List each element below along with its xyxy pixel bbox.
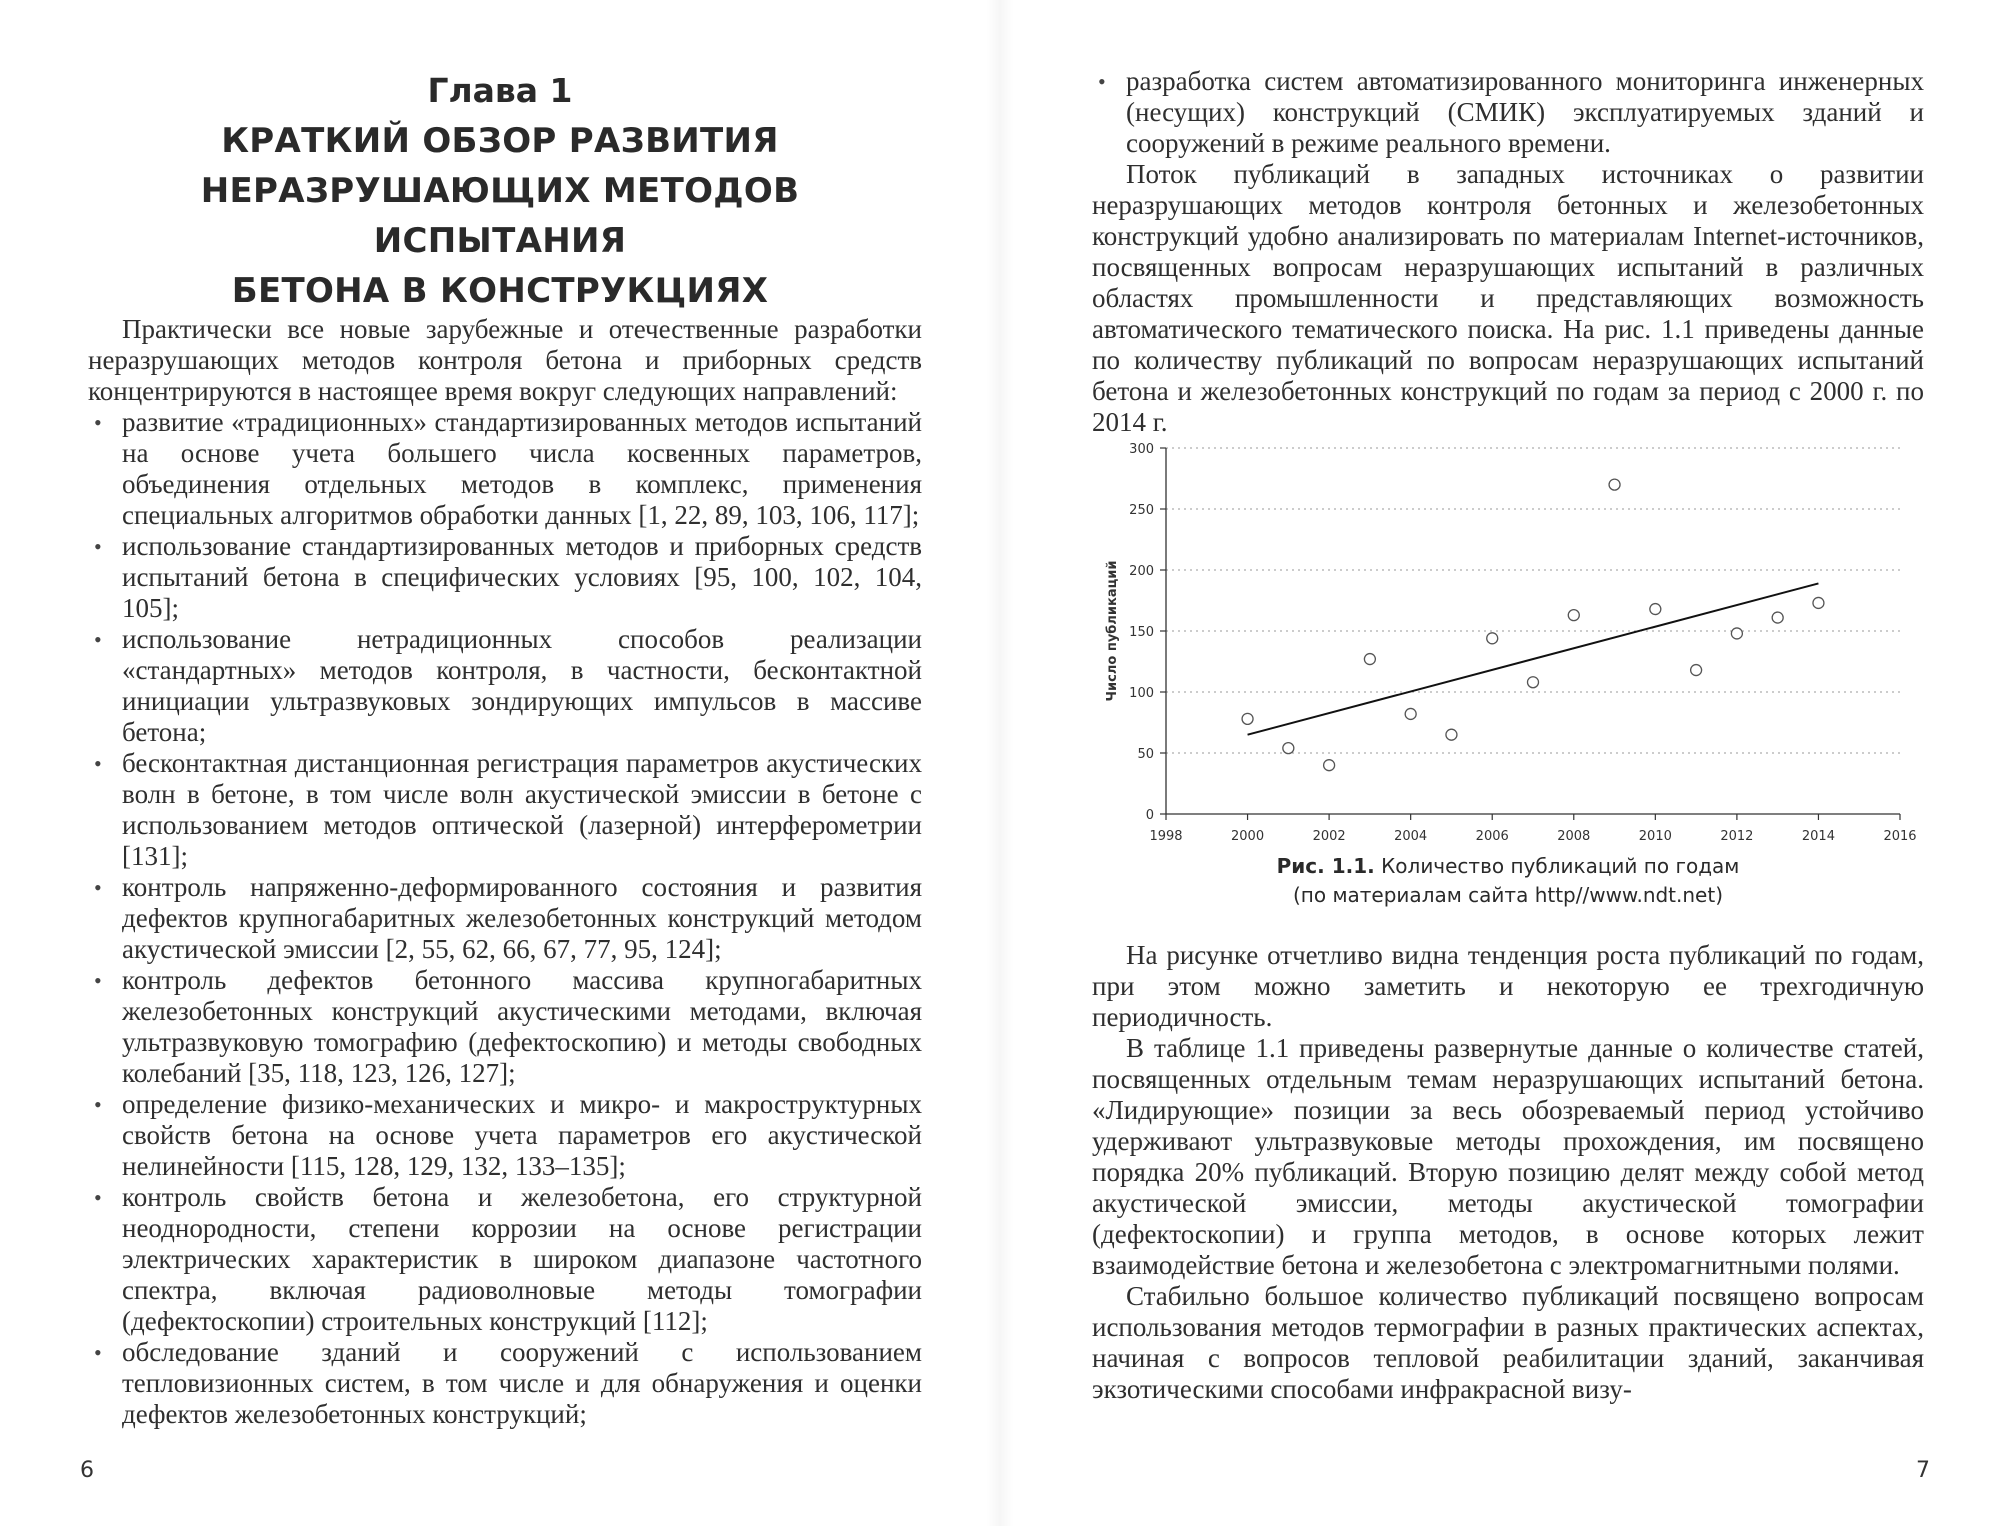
y-tick-label: 0 (1145, 808, 1154, 823)
data-point (1405, 708, 1416, 719)
list-item: • обследование зданий и сооружений с использованием тепловизионных систем, в том числе и для обнаружения и оценки дефектов железобетонных конструкций; (88, 1337, 922, 1430)
list-item: • использование нетрадиционных способов реализации «стандартных» методов контроля, в частности, бесконтактной инициации ультразвуковых зондирующих импульсов в массиве бетона; (88, 624, 922, 748)
data-point (1772, 612, 1783, 623)
data-point (1691, 665, 1702, 676)
directions-list (88, 407, 922, 1430)
paragraph: Стабильно большое количество публикаций посвящено вопросам использования методов термографии в разных практических аспектах, начиная с вопросов тепловой реабилитации зданий, заканчивая экзотическими способами инфракрасной визу- (1092, 1281, 1924, 1404)
publications-chart (1092, 432, 1932, 852)
paragraph: В таблице 1.1 приведены развернутые данные о количестве статей, посвященных отдельным темам неразрушающих испытаний бетона. «Лидирующие» позиции за весь обозреваемый период устойчиво удерживают ультразвуковые методы прохождения, им посвящено порядка 20% публикаций. Вторую позицию делят между собой метод акустической эмиссии, методы акустической томографии (дефектоскопии) и группа методов, в основе которых лежит взаимодействие бетона и железобетона с электромагнитными полями. (1092, 1033, 1924, 1280)
caption-source: (по материалам сайта http//www.ndt.net) (1292, 883, 1724, 907)
list-item: • использование стандартизированных методов и приборных средств испытаний бетона в специфических условиях [95, 100, 102, 104, 105]; (88, 531, 922, 624)
chapter-title-line: КРАТКИЙ ОБЗОР РАЗВИТИЯ (221, 121, 779, 161)
right-body-text-bottom (1092, 940, 1924, 1405)
y-tick-label: 200 (1129, 564, 1154, 579)
x-tick-label: 2004 (1394, 829, 1428, 844)
y-axis-label: Число публикаций (1105, 560, 1120, 702)
data-point (1487, 633, 1498, 644)
data-point (1731, 628, 1742, 639)
x-tick-label: 2008 (1557, 829, 1591, 844)
data-point (1568, 610, 1579, 621)
intro-paragraph: Практически все новые зарубежные и отечественные разработки неразрушающих методов контроля бетона и приборных средств концентрируются в настоящее время вокруг следующих направлений: (88, 314, 922, 406)
list-item: • определение физико-механических и микро- и макроструктурных свойств бетона на основе учета параметров его акустической нелинейности [115, 128, 129, 132, 133–135]; (88, 1089, 922, 1182)
y-tick-label: 250 (1129, 503, 1154, 518)
data-point (1609, 479, 1620, 490)
data-point (1364, 654, 1375, 665)
y-tick-label: 50 (1137, 747, 1154, 762)
x-tick-label: 2016 (1883, 829, 1917, 844)
y-tick-label: 100 (1129, 686, 1154, 701)
x-tick-label: 2000 (1231, 829, 1265, 844)
data-point (1650, 604, 1661, 615)
x-tick-label: 2014 (1801, 829, 1835, 844)
data-point (1446, 729, 1457, 740)
chapter-heading (100, 66, 900, 316)
figure-caption (1092, 852, 1924, 910)
continued-list (1092, 66, 1924, 159)
list-item: • разработка систем автоматизированного мониторинга инженерных (несущих) конструкций (СМИК) эксплуатируемых зданий и сооружений в режиме реального времени. (1092, 66, 1924, 159)
caption-text: Количество публикаций по годам (1381, 854, 1740, 878)
left-body-text (88, 314, 922, 1430)
chapter-title-line: БЕТОНА В КОНСТРУКЦИЯХ (231, 271, 769, 311)
data-point (1528, 677, 1539, 688)
list-item: • контроль дефектов бетонного массива крупногабаритных железобетонных конструкций акустическими методами, включая ультразвуковую томографию (дефектоскопию) и методы свободных колебаний [35, 118, 123, 126, 127]; (88, 965, 922, 1089)
paragraph: На рисунке отчетливо видна тенденция роста публикаций по годам, при этом можно заметить и некоторую ее трехгодичную периодичность. (1092, 940, 1924, 1032)
list-item: • развитие «традиционных» стандартизированных методов испытаний на основе учета большего числа косвенных параметров, объединения отдельных методов в комплекс, применения специальных алгоритмов обработки данных [1, 22, 89, 103, 106, 117]; (88, 407, 922, 531)
x-tick-label: 2012 (1720, 829, 1754, 844)
caption-label: Рис. 1.1. (1276, 854, 1375, 878)
page-number: 7 (1916, 1458, 1930, 1483)
data-point (1283, 743, 1294, 754)
list-item: • бесконтактная дистанционная регистрация параметров акустических волн в бетоне, в том числе волн акустической эмиссии в бетоне с использованием методов оптической (лазерной) интерферометрии [131]; (88, 748, 922, 872)
x-tick-label: 2010 (1638, 829, 1672, 844)
paragraph: Поток публикаций в западных источниках о развитии неразрушающих методов контроля бетонных и железобетонных конструкций удобно анализировать по материалам Internet-источников, посвященных вопросам неразрушающих испытаний в различных областях промышленности и представляющих возможность автоматического тематического поиска. На рис. 1.1 приведены данные по количеству публикаций по вопросам неразрушающих испытаний бетона и железобетонных конструкций по годам за период с 2000 г. по 2014 г. (1092, 159, 1924, 437)
list-item: • контроль напряженно-деформированного состояния и развития дефектов крупногабаритных железобетонных конструкций методом акустической эмиссии [2, 55, 62, 66, 67, 77, 95, 124]; (88, 872, 922, 965)
x-tick-label: 1998 (1149, 829, 1183, 844)
x-tick-label: 2006 (1475, 829, 1509, 844)
chapter-number: Глава 1 (427, 71, 573, 110)
data-point (1242, 713, 1253, 724)
x-tick-label: 2002 (1312, 829, 1346, 844)
chart-svg (1092, 432, 1932, 852)
trendline (1248, 583, 1819, 734)
page-number: 6 (80, 1458, 94, 1483)
chapter-title-line: НЕРАЗРУШАЮЩИХ МЕТОДОВ ИСПЫТАНИЯ (200, 171, 800, 261)
data-point (1813, 597, 1824, 608)
data-point (1324, 760, 1335, 771)
list-item: • контроль свойств бетона и железобетона, его структурной неоднородности, степени коррозии на основе регистрации электрических характеристик в широком диапазоне частотного спектра, включая радиоволновые методы томографии (дефектоскопии) строительных конструкций [112]; (88, 1182, 922, 1337)
y-tick-label: 150 (1129, 625, 1154, 640)
y-tick-label: 300 (1129, 442, 1154, 457)
right-body-text-top (1092, 66, 1924, 438)
